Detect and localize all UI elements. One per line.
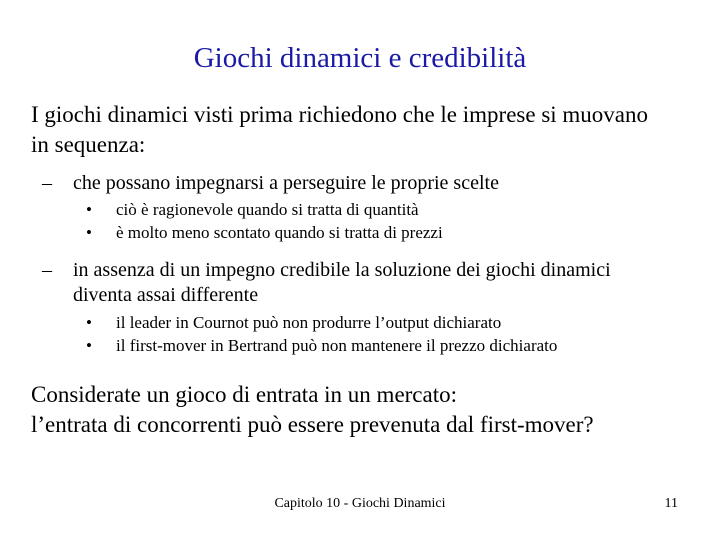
point-text-line: diventa assai differente (73, 284, 259, 306)
bullet-marker: • (86, 223, 92, 242)
bullet-marker: • (86, 313, 92, 332)
bullet-marker: • (86, 336, 92, 355)
point-commitment (42, 171, 692, 196)
subpoint-prices (86, 221, 686, 244)
intro-line: I giochi dinamici visti prima richiedono che le imprese si muovano (31, 102, 649, 127)
subpoint-text: è molto meno scontato quando si tratta di prezzi (116, 223, 443, 242)
closing-line: l’entrata di concorrenti può essere prevenuta dal first-mover? (31, 412, 594, 437)
dash-marker: – (42, 259, 52, 281)
subpoint-cournot (86, 311, 686, 334)
footer-chapter: Capitolo 10 - Giochi Dinamici (274, 496, 446, 511)
point-text-line: in assenza di un impegno credibile la soluzione dei giochi dinamici (73, 259, 611, 281)
bullet-marker: • (86, 200, 92, 219)
point-no-commitment (42, 258, 692, 308)
closing-line: Considerate un gioco di entrata in un mercato: (31, 382, 458, 407)
subpoint-text: il first-mover in Bertrand può non mantenere il prezzo dichiarato (116, 336, 558, 355)
dash-marker: – (42, 172, 52, 194)
subpoint-quantity (86, 198, 686, 221)
point-text: che possano impegnarsi a perseguire le proprie scelte (73, 172, 499, 194)
slide-title: Giochi dinamici e credibilità (193, 42, 527, 74)
closing-paragraph (31, 380, 691, 440)
intro-line: in sequenza: (31, 132, 146, 157)
page-number: 11 (664, 496, 678, 511)
intro-paragraph (31, 100, 691, 160)
subpoint-text: ciò è ragionevole quando si tratta di quantità (116, 200, 419, 219)
subpoint-text: il leader in Cournot può non produrre l’output dichiarato (116, 313, 502, 332)
subpoint-bertrand (86, 334, 686, 357)
